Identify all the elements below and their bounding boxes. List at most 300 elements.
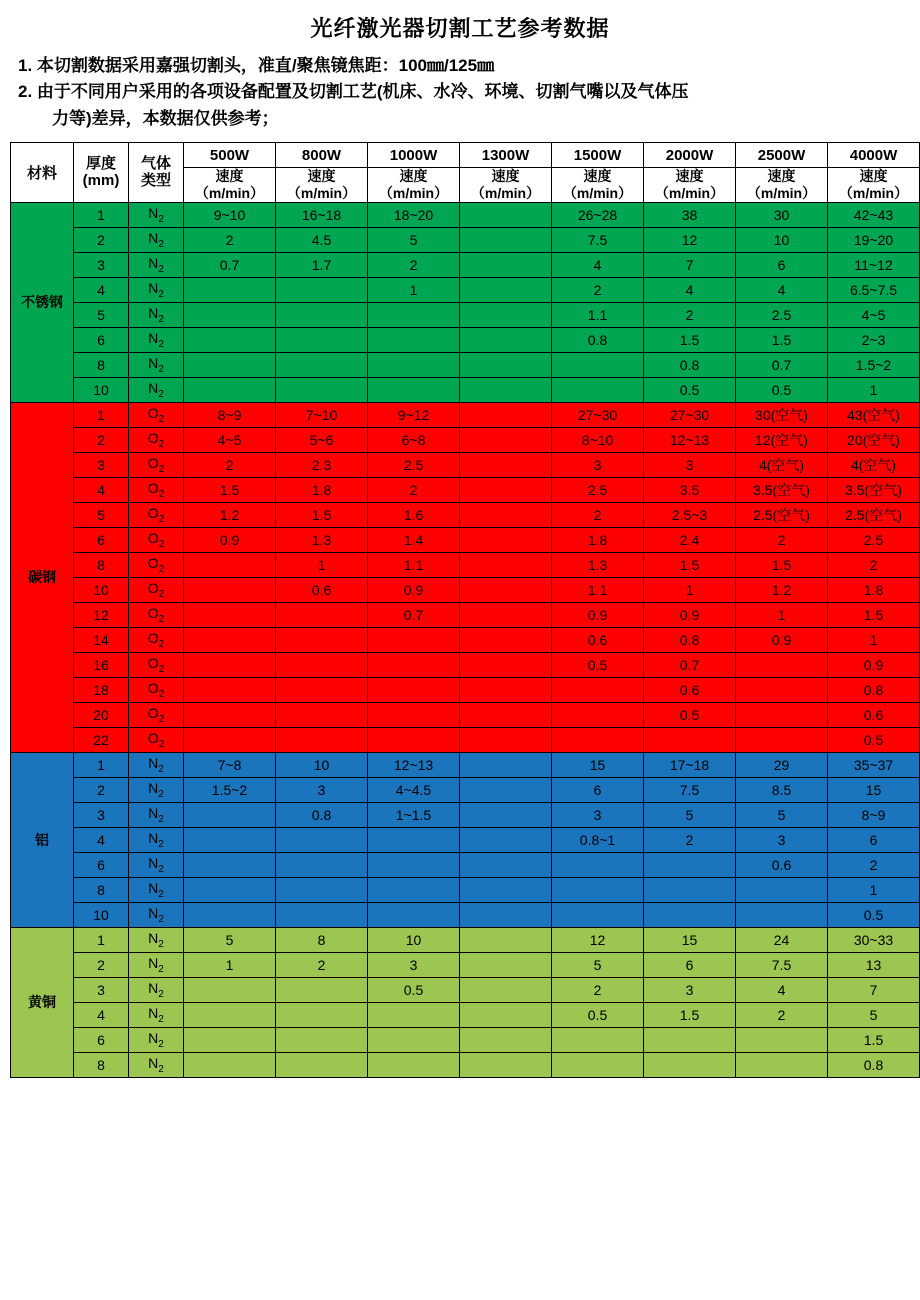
speed-cell-1300w (460, 427, 552, 452)
speed-cell-1300w (460, 327, 552, 352)
table-row (11, 627, 920, 652)
table-row (11, 752, 920, 777)
notes-block (10, 53, 910, 132)
speed-unit: （m/min） (838, 184, 909, 201)
speed-cell-1300w (460, 902, 552, 927)
speed-cell-500w (184, 352, 276, 377)
speed-cell-2000w: 0.6 (644, 677, 736, 702)
gas-type-cell: $N_2$ (129, 1052, 184, 1077)
speed-cell-800w (276, 702, 368, 727)
thickness-cell: 2 (74, 227, 129, 252)
thickness-cell: 2 (74, 777, 129, 802)
speed-cell-2000w: 2.4 (644, 527, 736, 552)
speed-cell-800w (276, 902, 368, 927)
column-header-gas (129, 143, 184, 203)
speed-cell-1000w: 0.7 (368, 602, 460, 627)
speed-cell-1500w: 0.5 (552, 1002, 644, 1027)
speed-cell-800w: 2.3 (276, 452, 368, 477)
speed-cell-1500w: 4 (552, 252, 644, 277)
table-body (11, 202, 920, 1077)
gas-type-cell: $O_2$ (129, 702, 184, 727)
thickness-cell: 10 (74, 902, 129, 927)
thickness-cell: 6 (74, 327, 129, 352)
speed-cell-800w (276, 277, 368, 302)
column-header-material: 材料 (11, 143, 74, 203)
speed-cell-4000w: 2 (828, 552, 920, 577)
speed-cell-1300w (460, 602, 552, 627)
material-cell: 黄铜 (11, 927, 74, 1077)
speed-cell-2000w (644, 727, 736, 752)
speed-cell-1300w (460, 1027, 552, 1052)
speed-cell-500w (184, 652, 276, 677)
thickness-cell: 6 (74, 852, 129, 877)
speed-cell-4000w: 11~12 (828, 252, 920, 277)
speed-cell-4000w: 8~9 (828, 802, 920, 827)
speed-cell-4000w: 7 (828, 977, 920, 1002)
thickness-cell: 3 (74, 977, 129, 1002)
speed-cell-1000w (368, 877, 460, 902)
note-2: 2. 由于不同用户采用的各项设备配置及切割工艺(机床、水冷、环境、切割气嘴以及气体压 (18, 82, 689, 102)
gas-sub-label: 类型 (140, 172, 171, 190)
speed-cell-800w: 1 (276, 552, 368, 577)
note-1: 1. 本切割数据采用嘉强切割头，准直/聚焦镜焦距：100㎜/125㎜ (18, 56, 495, 75)
speed-cell-800w: 3 (276, 777, 368, 802)
speed-cell-2000w: 12 (644, 227, 736, 252)
material-cell: 铝 (11, 752, 74, 927)
speed-cell-1000w: 10 (368, 927, 460, 952)
speed-cell-1300w (460, 977, 552, 1002)
speed-cell-1500w (552, 1052, 644, 1077)
speed-cell-2000w: 5 (644, 802, 736, 827)
speed-cell-500w: 1.5 (184, 477, 276, 502)
speed-cell-2000w: 0.7 (644, 652, 736, 677)
speed-cell-4000w: 0.5 (828, 727, 920, 752)
speed-cell-4000w: 1.5 (828, 602, 920, 627)
speed-cell-4000w: 0.5 (828, 902, 920, 927)
thickness-cell: 2 (74, 952, 129, 977)
thickness-cell: 22 (74, 727, 129, 752)
table-row (11, 277, 920, 302)
speed-cell-4000w: 2~3 (828, 327, 920, 352)
table-row (11, 677, 920, 702)
speed-cell-1000w (368, 727, 460, 752)
speed-cell-1500w: 8~10 (552, 427, 644, 452)
thickness-cell: 1 (74, 752, 129, 777)
speed-cell-2000w: 3 (644, 977, 736, 1002)
speed-cell-1300w (460, 852, 552, 877)
gas-type-cell: $N_2$ (129, 902, 184, 927)
speed-cell-1000w: 0.5 (368, 977, 460, 1002)
gas-type-cell: $O_2$ (129, 627, 184, 652)
speed-cell-1000w: 0.9 (368, 577, 460, 602)
speed-cell-2500w: 1.5 (736, 552, 828, 577)
gas-type-cell: $O_2$ (129, 452, 184, 477)
speed-cell-800w (276, 977, 368, 1002)
speed-cell-2500w: 0.5 (736, 377, 828, 402)
column-header-thickness (74, 143, 129, 203)
speed-cell-1300w (460, 227, 552, 252)
table-row (11, 477, 920, 502)
speed-label: 速度 (215, 168, 244, 185)
speed-cell-1000w: 1.4 (368, 527, 460, 552)
speed-cell-1500w: 2 (552, 977, 644, 1002)
speed-cell-1300w (460, 802, 552, 827)
speed-cell-500w (184, 702, 276, 727)
speed-cell-1000w (368, 302, 460, 327)
speed-cell-1300w (460, 477, 552, 502)
speed-cell-1000w: 2.5 (368, 452, 460, 477)
speed-cell-2500w: 2 (736, 527, 828, 552)
speed-cell-1000w (368, 1027, 460, 1052)
speed-cell-800w: 1.5 (276, 502, 368, 527)
speed-cell-1000w: 1 (368, 277, 460, 302)
speed-cell-4000w: 0.6 (828, 702, 920, 727)
column-header-power-4000w: 4000W (828, 143, 920, 168)
speed-cell-2000w: 3 (644, 452, 736, 477)
speed-cell-2500w (736, 902, 828, 927)
speed-unit: （m/min） (654, 184, 725, 201)
speed-cell-1300w (460, 452, 552, 477)
speed-cell-500w (184, 302, 276, 327)
speed-cell-500w: 1.2 (184, 502, 276, 527)
thickness-cell: 5 (74, 502, 129, 527)
material-cell: 不锈钢 (11, 202, 74, 402)
speed-cell-800w: 4.5 (276, 227, 368, 252)
speed-cell-4000w: 19~20 (828, 227, 920, 252)
speed-cell-2000w: 4 (644, 277, 736, 302)
thickness-cell: 4 (74, 827, 129, 852)
speed-cell-2000w: 0.8 (644, 627, 736, 652)
speed-cell-1500w: 0.8~1 (552, 827, 644, 852)
speed-cell-4000w: 20(空气) (828, 427, 920, 452)
speed-label: 速度 (675, 168, 704, 185)
speed-cell-2000w: 7 (644, 252, 736, 277)
speed-cell-1000w: 6~8 (368, 427, 460, 452)
speed-cell-4000w: 35~37 (828, 752, 920, 777)
speed-cell-1000w (368, 702, 460, 727)
speed-cell-4000w: 3.5(空气) (828, 477, 920, 502)
speed-cell-1500w (552, 352, 644, 377)
table-row (11, 827, 920, 852)
speed-cell-800w (276, 727, 368, 752)
column-header-power-800w: 800W (276, 143, 368, 168)
speed-unit: （m/min） (562, 184, 633, 201)
gas-type-cell: $N_2$ (129, 827, 184, 852)
speed-cell-1500w: 2 (552, 277, 644, 302)
speed-cell-2000w: 1.5 (644, 1002, 736, 1027)
speed-cell-1300w (460, 677, 552, 702)
speed-header-2000w (644, 168, 736, 203)
speed-cell-4000w: 30~33 (828, 927, 920, 952)
column-header-power-1000w: 1000W (368, 143, 460, 168)
speed-cell-1000w: 3 (368, 952, 460, 977)
table-row (11, 327, 920, 352)
table-row (11, 227, 920, 252)
thickness-cell: 4 (74, 277, 129, 302)
speed-cell-1500w: 2.5 (552, 477, 644, 502)
thickness-cell: 3 (74, 802, 129, 827)
speed-cell-1500w: 0.9 (552, 602, 644, 627)
speed-cell-1300w (460, 302, 552, 327)
thickness-cell: 6 (74, 527, 129, 552)
speed-cell-2000w: 0.9 (644, 602, 736, 627)
gas-type-cell: $N_2$ (129, 252, 184, 277)
speed-cell-1300w (460, 952, 552, 977)
gas-type-cell: $O_2$ (129, 677, 184, 702)
speed-label: 速度 (399, 168, 428, 185)
speed-cell-500w: 8~9 (184, 402, 276, 427)
speed-label: 速度 (767, 168, 796, 185)
speed-cell-4000w: 2.5 (828, 527, 920, 552)
gas-type-cell: $O_2$ (129, 427, 184, 452)
speed-cell-800w (276, 877, 368, 902)
speed-cell-2500w: 30 (736, 202, 828, 227)
speed-cell-4000w: 15 (828, 777, 920, 802)
speed-cell-1300w (460, 752, 552, 777)
speed-cell-1300w (460, 252, 552, 277)
table-row (11, 852, 920, 877)
speed-cell-500w: 7~8 (184, 752, 276, 777)
speed-cell-2500w: 8.5 (736, 777, 828, 802)
speed-cell-2500w (736, 702, 828, 727)
speed-cell-1300w (460, 1002, 552, 1027)
thickness-cell: 10 (74, 377, 129, 402)
speed-cell-2000w: 27~30 (644, 402, 736, 427)
speed-cell-1300w (460, 827, 552, 852)
speed-header-1300w (460, 168, 552, 203)
speed-cell-2500w: 2 (736, 1002, 828, 1027)
speed-cell-800w (276, 677, 368, 702)
speed-header-1000w (368, 168, 460, 203)
gas-type-cell: $N_2$ (129, 927, 184, 952)
speed-unit: （m/min） (194, 184, 265, 201)
column-header-power-2000w: 2000W (644, 143, 736, 168)
speed-cell-2000w: 2.5~3 (644, 502, 736, 527)
speed-cell-1000w: 18~20 (368, 202, 460, 227)
speed-cell-1300w (460, 277, 552, 302)
speed-cell-2500w: 2.5(空气) (736, 502, 828, 527)
speed-cell-2500w: 10 (736, 227, 828, 252)
speed-label: 速度 (491, 168, 520, 185)
thickness-label: 厚度 (85, 155, 116, 173)
table-row (11, 977, 920, 1002)
speed-cell-500w: 9~10 (184, 202, 276, 227)
speed-cell-500w (184, 902, 276, 927)
thickness-cell: 14 (74, 627, 129, 652)
gas-type-cell: $N_2$ (129, 277, 184, 302)
speed-cell-1300w (460, 1052, 552, 1077)
speed-header-2500w (736, 168, 828, 203)
speed-cell-4000w: 1.5~2 (828, 352, 920, 377)
speed-cell-800w: 1.8 (276, 477, 368, 502)
speed-cell-4000w: 0.9 (828, 652, 920, 677)
speed-cell-800w (276, 602, 368, 627)
speed-cell-800w (276, 652, 368, 677)
speed-cell-1000w: 9~12 (368, 402, 460, 427)
speed-cell-2000w: 0.5 (644, 702, 736, 727)
speed-cell-2500w (736, 652, 828, 677)
speed-cell-800w (276, 352, 368, 377)
gas-type-cell: $O_2$ (129, 602, 184, 627)
speed-cell-1300w (460, 377, 552, 402)
speed-cell-4000w: 1.8 (828, 577, 920, 602)
table-row (11, 402, 920, 427)
speed-cell-4000w: 43(空气) (828, 402, 920, 427)
speed-cell-2500w: 0.7 (736, 352, 828, 377)
gas-type-cell: $N_2$ (129, 852, 184, 877)
speed-cell-2500w: 29 (736, 752, 828, 777)
speed-label: 速度 (583, 168, 612, 185)
table-row (11, 1002, 920, 1027)
speed-cell-4000w: 4(空气) (828, 452, 920, 477)
speed-cell-1000w (368, 327, 460, 352)
speed-label: 速度 (307, 168, 336, 185)
thickness-cell: 8 (74, 352, 129, 377)
speed-cell-1000w: 5 (368, 227, 460, 252)
column-header-power-500w: 500W (184, 143, 276, 168)
thickness-cell: 16 (74, 652, 129, 677)
gas-type-cell: $N_2$ (129, 227, 184, 252)
thickness-cell: 4 (74, 477, 129, 502)
speed-cell-800w (276, 377, 368, 402)
speed-cell-1300w (460, 702, 552, 727)
speed-cell-1000w: 1.1 (368, 552, 460, 577)
table-row (11, 927, 920, 952)
speed-cell-500w (184, 877, 276, 902)
thickness-cell: 8 (74, 877, 129, 902)
speed-cell-2500w (736, 1052, 828, 1077)
speed-cell-2500w: 4(空气) (736, 452, 828, 477)
speed-cell-2000w: 1 (644, 577, 736, 602)
speed-cell-1500w (552, 702, 644, 727)
gas-type-cell: $N_2$ (129, 802, 184, 827)
gas-type-cell: $O_2$ (129, 552, 184, 577)
speed-cell-2500w: 1 (736, 602, 828, 627)
speed-cell-800w: 0.6 (276, 577, 368, 602)
speed-cell-1300w (460, 502, 552, 527)
table-row (11, 802, 920, 827)
gas-type-cell: $N_2$ (129, 1027, 184, 1052)
speed-cell-500w (184, 277, 276, 302)
speed-cell-500w (184, 727, 276, 752)
speed-cell-1300w (460, 202, 552, 227)
speed-cell-800w: 10 (276, 752, 368, 777)
speed-cell-800w: 8 (276, 927, 368, 952)
table-row (11, 352, 920, 377)
speed-cell-1500w: 2 (552, 502, 644, 527)
speed-cell-500w: 4~5 (184, 427, 276, 452)
speed-cell-500w (184, 377, 276, 402)
gas-type-cell: $N_2$ (129, 377, 184, 402)
thickness-cell: 4 (74, 1002, 129, 1027)
speed-cell-1500w: 0.5 (552, 652, 644, 677)
speed-cell-1500w: 0.8 (552, 327, 644, 352)
speed-cell-1000w (368, 1052, 460, 1077)
speed-cell-800w (276, 852, 368, 877)
speed-cell-2500w: 12(空气) (736, 427, 828, 452)
speed-cell-1500w: 1.8 (552, 527, 644, 552)
speed-cell-1500w (552, 727, 644, 752)
speed-cell-2500w: 1.5 (736, 327, 828, 352)
speed-cell-2000w: 1.5 (644, 327, 736, 352)
speed-cell-1000w: 12~13 (368, 752, 460, 777)
speed-cell-800w (276, 827, 368, 852)
speed-cell-2500w (736, 1027, 828, 1052)
table-row (11, 527, 920, 552)
thickness-cell: 5 (74, 302, 129, 327)
speed-header-500w (184, 168, 276, 203)
speed-cell-2000w (644, 1027, 736, 1052)
speed-cell-1500w (552, 902, 644, 927)
speed-cell-4000w: 1 (828, 877, 920, 902)
speed-cell-2500w: 1.2 (736, 577, 828, 602)
speed-label: 速度 (859, 168, 888, 185)
thickness-cell: 8 (74, 552, 129, 577)
speed-cell-2000w: 0.8 (644, 352, 736, 377)
speed-cell-1500w (552, 1027, 644, 1052)
speed-cell-2500w: 3.5(空气) (736, 477, 828, 502)
speed-cell-2000w: 2 (644, 302, 736, 327)
material-cell: 碳钢 (11, 402, 74, 752)
note-3: 力等)差异，本数据仅供参考； (52, 108, 279, 128)
speed-cell-1500w: 1.1 (552, 577, 644, 602)
speed-cell-2000w (644, 852, 736, 877)
speed-cell-1300w (460, 352, 552, 377)
speed-cell-1300w (460, 552, 552, 577)
table-row (11, 727, 920, 752)
gas-type-cell: $O_2$ (129, 527, 184, 552)
column-header-power-1500w: 1500W (552, 143, 644, 168)
speed-cell-1000w (368, 1002, 460, 1027)
speed-cell-1500w (552, 877, 644, 902)
speed-cell-2000w: 1.5 (644, 552, 736, 577)
speed-cell-800w: 0.8 (276, 802, 368, 827)
speed-cell-1500w: 5 (552, 952, 644, 977)
speed-cell-2500w: 30(空气) (736, 402, 828, 427)
speed-cell-500w (184, 977, 276, 1002)
speed-cell-1000w (368, 627, 460, 652)
gas-type-cell: $O_2$ (129, 652, 184, 677)
speed-cell-800w: 16~18 (276, 202, 368, 227)
speed-cell-800w (276, 1002, 368, 1027)
speed-cell-2500w (736, 877, 828, 902)
speed-cell-500w: 1.5~2 (184, 777, 276, 802)
gas-type-cell: $N_2$ (129, 1002, 184, 1027)
table-row (11, 252, 920, 277)
speed-cell-2000w: 7.5 (644, 777, 736, 802)
table-row (11, 1052, 920, 1077)
speed-cell-500w: 0.9 (184, 527, 276, 552)
speed-cell-4000w: 1 (828, 627, 920, 652)
speed-cell-2000w (644, 877, 736, 902)
gas-type-cell: $O_2$ (129, 502, 184, 527)
speed-cell-2000w: 6 (644, 952, 736, 977)
speed-cell-1500w (552, 852, 644, 877)
speed-unit: （m/min） (746, 184, 817, 201)
speed-cell-1300w (460, 727, 552, 752)
table-row (11, 602, 920, 627)
speed-cell-1000w: 4~4.5 (368, 777, 460, 802)
speed-cell-1000w (368, 652, 460, 677)
speed-cell-1300w (460, 927, 552, 952)
speed-cell-1500w: 7.5 (552, 227, 644, 252)
speed-cell-4000w: 0.8 (828, 1052, 920, 1077)
column-header-power-1300w: 1300W (460, 143, 552, 168)
speed-cell-800w (276, 1052, 368, 1077)
speed-unit: （m/min） (286, 184, 357, 201)
speed-cell-4000w: 2.5(空气) (828, 502, 920, 527)
speed-cell-1000w (368, 852, 460, 877)
